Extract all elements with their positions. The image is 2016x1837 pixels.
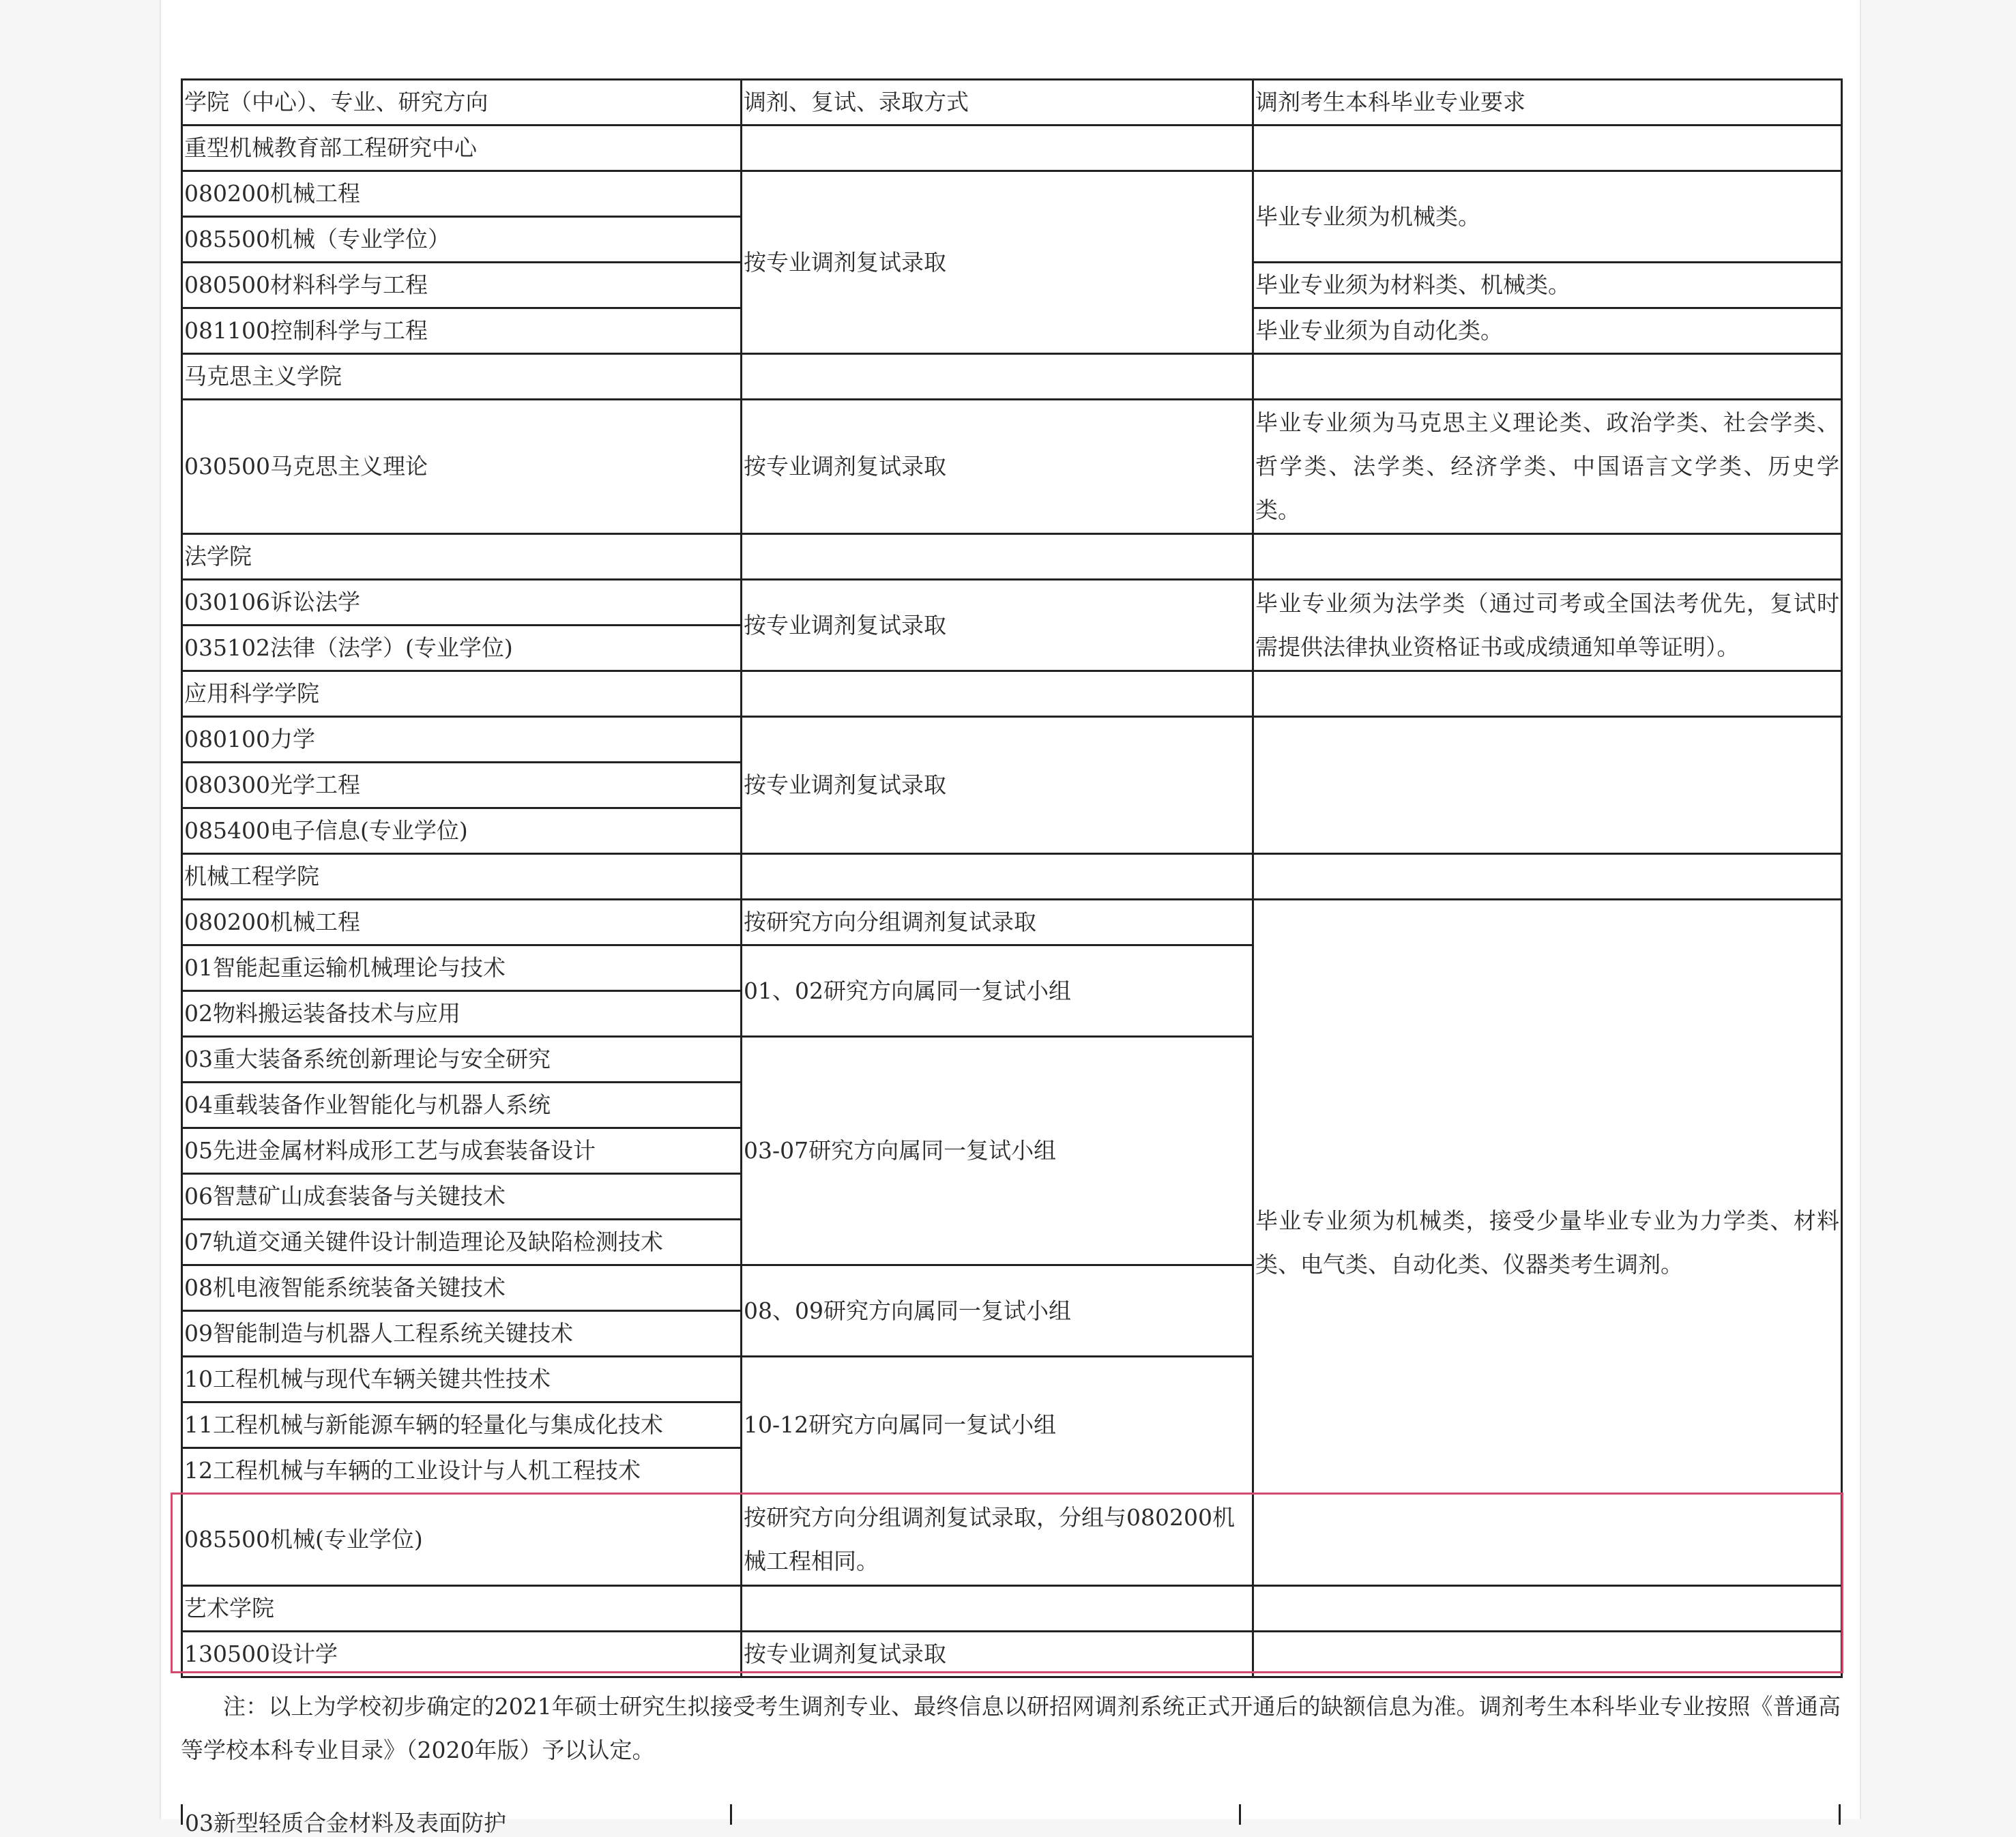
section-name: 艺术学院 — [182, 1586, 742, 1632]
method-cell: 按专业调剂复试录取 — [742, 171, 1253, 354]
table-border — [181, 1804, 183, 1825]
table-header-row — [182, 80, 1842, 126]
requirement-cell — [1253, 717, 1842, 854]
section-name: 马克思主义学院 — [182, 354, 742, 400]
direction-cell: 03重大装备系统创新理论与安全研究 — [182, 1037, 742, 1083]
header-method: 调剂、复试、录取方式 — [742, 80, 1253, 126]
section-row — [182, 126, 1842, 171]
method-cell: 按专业调剂复试录取 — [742, 1632, 1253, 1677]
direction-cell: 06智慧矿山成套装备与关键技术 — [182, 1174, 742, 1220]
method-cell: 按专业调剂复试录取 — [742, 580, 1253, 671]
major-cell: 085500机械(专业学位) — [182, 1494, 742, 1586]
group-cell: 08、09研究方向属同一复试小组 — [742, 1265, 1253, 1357]
section-row — [182, 854, 1842, 900]
table-row — [182, 580, 1842, 626]
section-row — [182, 354, 1842, 400]
direction-cell: 12工程机械与车辆的工业设计与人机工程技术 — [182, 1448, 742, 1494]
direction-cell: 01智能起重运输机械理论与技术 — [182, 945, 742, 991]
major-cell: 030500马克思主义理论 — [182, 400, 742, 534]
section-name: 重型机械教育部工程研究中心 — [182, 126, 742, 171]
section-name: 法学院 — [182, 534, 742, 580]
major-cell: 030106诉讼法学 — [182, 580, 742, 626]
table-border — [1839, 1804, 1841, 1825]
major-cell: 085400电子信息(专业学位) — [182, 808, 742, 854]
direction-cell: 02物料搬运装备技术与应用 — [182, 991, 742, 1037]
direction-cell: 04重载装备作业智能化与机器人系统 — [182, 1083, 742, 1128]
table-row — [182, 171, 1842, 217]
method-cell: 按专业调剂复试录取 — [742, 400, 1253, 534]
major-cell: 080200机械工程 — [182, 900, 742, 945]
table-footnote: 注：以上为学校初步确定的2021年硕士研究生拟接受考生调剂专业、最终信息以研招网调剂系统正式开通后的缺额信息为准。调剂考生本科毕业专业按照《普通高等学校本科专业目录》（2020年版）予以认定。 — [181, 1693, 1841, 1763]
major-cell: 080300光学工程 — [182, 763, 742, 808]
cutoff-row-text: 03新型轻质合金材料及表面防护 — [185, 1810, 506, 1836]
direction-cell: 11工程机械与新能源车辆的轻量化与集成化技术 — [182, 1402, 742, 1448]
requirement-cell: 毕业专业须为法学类（通过司考或全国法考优先，复试时需提供法律执业资格证书或成绩通知单等证明）。 — [1253, 580, 1842, 671]
method-cell: 按研究方向分组调剂复试录取，分组与080200机械工程相同。 — [742, 1494, 1253, 1586]
requirement-cell — [1253, 1632, 1842, 1677]
requirement-cell: 毕业专业须为自动化类。 — [1253, 308, 1842, 354]
direction-cell: 08机电液智能系统装备关键技术 — [182, 1265, 742, 1311]
method-cell: 按专业调剂复试录取 — [742, 717, 1253, 854]
header-department: 学院（中心）、专业、研究方向 — [182, 80, 742, 126]
major-cell: 080200机械工程 — [182, 171, 742, 217]
requirement-cell: 毕业专业须为机械类，接受少量毕业专业为力学类、材料类、电气类、自动化类、仪器类考生调剂。 — [1253, 900, 1842, 1586]
group-cell: 01、02研究方向属同一复试小组 — [742, 945, 1253, 1037]
method-cell: 按研究方向分组调剂复试录取 — [742, 900, 1253, 945]
section-name: 应用科学学院 — [182, 671, 742, 717]
direction-cell: 09智能制造与机器人工程系统关键技术 — [182, 1311, 742, 1357]
next-table-top — [181, 1804, 1841, 1836]
table-row — [182, 400, 1842, 534]
major-cell: 081100控制科学与工程 — [182, 308, 742, 354]
requirement-cell: 毕业专业须为材料类、机械类。 — [1253, 263, 1842, 308]
direction-cell: 07轨道交通关键件设计制造理论及缺陷检测技术 — [182, 1220, 742, 1265]
major-cell: 085500机械（专业学位） — [182, 217, 742, 263]
requirement-cell: 毕业专业须为机械类。 — [1253, 171, 1842, 263]
table-border — [1239, 1804, 1241, 1825]
table-row — [182, 900, 1842, 945]
section-row — [182, 534, 1842, 580]
major-cell: 080100力学 — [182, 717, 742, 763]
section-row — [182, 671, 1842, 717]
table-row — [182, 717, 1842, 763]
requirement-cell: 毕业专业须为马克思主义理论类、政治学类、社会学类、哲学类、法学类、经济学类、中国语言文学类、历史学类。 — [1253, 400, 1842, 534]
major-cell: 130500设计学 — [182, 1632, 742, 1677]
header-requirement: 调剂考生本科毕业专业要求 — [1253, 80, 1842, 126]
group-cell: 03-07研究方向属同一复试小组 — [742, 1037, 1253, 1265]
section-row — [182, 1586, 1842, 1632]
major-cell: 035102法律（法学）(专业学位) — [182, 626, 742, 671]
group-cell: 10-12研究方向属同一复试小组 — [742, 1357, 1253, 1494]
direction-cell: 05先进金属材料成形工艺与成套装备设计 — [182, 1128, 742, 1174]
direction-cell: 10工程机械与现代车辆关键共性技术 — [182, 1357, 742, 1402]
adjustment-table — [181, 78, 1843, 1678]
section-name: 机械工程学院 — [182, 854, 742, 900]
table-border — [730, 1804, 732, 1825]
table-row — [182, 1632, 1842, 1677]
major-cell: 080500材料科学与工程 — [182, 263, 742, 308]
